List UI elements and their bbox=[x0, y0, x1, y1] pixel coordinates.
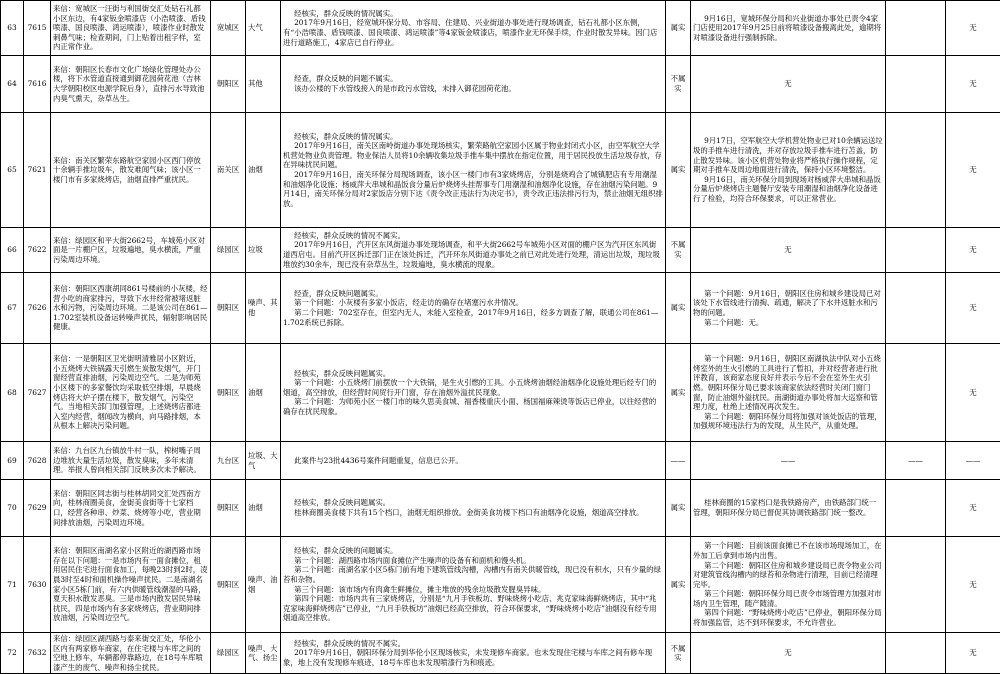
pollution-type-cell: 噪声、油烟 bbox=[246, 537, 281, 633]
pollution-type-cell: 噪声、其他 bbox=[246, 273, 281, 344]
verdict-cell: 属实 bbox=[666, 537, 691, 633]
result-cell-paragraph: 第二个问题：朝阳区住房和城乡建设局已责令物业公司对建筑管线沟槽内的绿苔和杂物进行清理，目前已经清理完毕。 bbox=[693, 561, 883, 590]
findings-cell-paragraph: 2017年9月16日，南关环保分局现场调查，该小区一楼门市有3家烧烤店，分别是烧鸡合了城镇肥店有专用潮湿和油烟净化设施；杨威萍大串城和晶饭食分量后炉烧烤头挂帮事专门用潮湿和油烟净化设施，存在油烟污染问题。9月14日，南关环保分局对2家饭店分别下达《责令改正违法行为决定书》，责令改正违法排污行为，禁止油烟无组织排放。 bbox=[283, 170, 663, 208]
complaint-cell: 来信：绿园区湖西路与泰来街交汇处，华伦小区内有两家修车商家，在住宅楼与车库之间的空地上修车，车辆都停靠路边，在18号车库喷漆产生的废气、噪声和扬尘扰民。 bbox=[51, 633, 211, 674]
district-cell: 朝阳区 bbox=[211, 273, 246, 344]
table-row bbox=[1, 228, 1000, 273]
complaint-cell: 来信：朝阳区南湖名家小区附近的湖西路市场存在以下问题：一是市场内有一面食摊位，租用居民住宅进行面食加工，每晚23时到2时，凌晨3时至4时和面机操作噪声扰民。二是南湖名家小区5栋门前，有六内供暖管线潮湿的马路，夏天积水散发恶臭。三是市场内散发居民异味扰民，四是市场内有多家烧烤店，营业期间排放油烟，污染周边空气。 bbox=[51, 537, 211, 633]
result-cell bbox=[691, 1, 886, 56]
table-row bbox=[1, 480, 1000, 537]
findings-cell bbox=[281, 1, 666, 56]
extra-cell-2: 无 bbox=[946, 480, 1000, 537]
pollution-type-cell: 垃圾 bbox=[246, 228, 281, 273]
table-row bbox=[1, 56, 1000, 113]
findings-cell-paragraph: 经核实，群众反映的问题属实。 bbox=[283, 546, 663, 556]
district-cell: 绿园区 bbox=[211, 633, 246, 674]
case-id-cell: 7622 bbox=[24, 228, 51, 273]
verdict-cell: 不属实 bbox=[666, 228, 691, 273]
result-cell-paragraph: 第四个问题：“野味烧烤小吃店”已停业，朝阳环保分局将加强监管，达不到环保要求，不允许营业。 bbox=[693, 608, 883, 627]
extra-cell-2: 无 bbox=[946, 344, 1000, 442]
table-row bbox=[1, 273, 1000, 344]
complaint-cell: 来信：宽城区一汪街与利国街交汇处钻石礼都小区东边，有4家钣金喷漆店（小浩喷漆、盾钱喷漆、国良喷漆、鸿运喷漆），喷漆作业时散发刺鼻气味；检查期间，门上贴着出租字样，室内正常作业。 bbox=[51, 1, 211, 56]
result-cell bbox=[691, 442, 886, 480]
case-id-cell: 7626 bbox=[24, 273, 51, 344]
findings-cell-paragraph: 经查，群众反映的问题不属实。 bbox=[283, 74, 663, 84]
seq-cell: 67 bbox=[1, 273, 24, 344]
findings-cell-paragraph: 经核实，群众反映的情况不属实。 bbox=[283, 639, 663, 649]
complaint-cell: 来信：绿园区和平大街2662号，车城苑小区对面是一片棚户区，垃圾遍地，臭水横流，严重污染周边环境。 bbox=[51, 228, 211, 273]
extra-cell-1: —— bbox=[886, 442, 946, 480]
case-id-cell: 7630 bbox=[24, 537, 51, 633]
case-id-cell: 7628 bbox=[24, 442, 51, 480]
findings-cell-paragraph: 经核实，群众反映问题属实。 bbox=[283, 498, 663, 508]
findings-cell bbox=[281, 537, 666, 633]
extra-cell-2: 无 bbox=[946, 113, 1000, 228]
result-cell bbox=[691, 113, 886, 228]
findings-cell-paragraph: 2017年9月16日，南关区南岭街道办事处现场核实，繁荣路航空家园小区属于物业封闭式小区，由空军航空大学机营处物业负责管理。物业保洁人员将10余辆收集垃圾手推车集中摆放在指定位置，用于居民投放生活垃圾存放，存在异味扰民问题。 bbox=[283, 141, 663, 170]
seq-cell: 72 bbox=[1, 633, 24, 674]
verdict-cell: 属实 bbox=[666, 273, 691, 344]
extra-cell-1 bbox=[886, 113, 946, 228]
findings-cell-paragraph: 经查，群众反映问题属实。 bbox=[283, 289, 663, 299]
result-cell-paragraph: 第三个问题：朝阳环保分局已责令市场管理方加强对市场内卫生管理，随产随清。 bbox=[693, 589, 883, 608]
case-id-cell: 7621 bbox=[24, 113, 51, 228]
findings-cell-paragraph: 第一个问题：小五烧烤门前摆放一个大铁锅，是生火引燃的工具。小五烧烤油烟经油烟净化设施处理后经专门的烟道，高空排放，但经营时间贸行开门窗，存在油烟外溢扰民现象。 bbox=[283, 378, 663, 397]
pollution-type-cell: 其他 bbox=[246, 56, 281, 113]
district-cell: 九台区 bbox=[211, 442, 246, 480]
complaint-cell: 来信：九台区九台镇放牛村一队，榨树嘴子周边堆放大量生活垃圾，散发臭味，多年未清理。举报人曾向相关部门反映多次未予解决。 bbox=[51, 442, 211, 480]
extra-cell-1 bbox=[886, 56, 946, 113]
result-cell-paragraph: 第二个问题：朝阳环保分局将加强对该处饭店的管理，加强规环境违法行为的发现，从生民产，从重处理。 bbox=[693, 412, 883, 431]
seq-cell: 68 bbox=[1, 344, 24, 442]
result-cell bbox=[691, 633, 886, 674]
findings-cell bbox=[281, 56, 666, 113]
findings-cell-paragraph: 第二个问题：南湖名家小区5栋门前有地下建筑管线沟槽，沟槽内有南关供暖管线，现已没有积水，只有少量的绿苔和杂物。 bbox=[283, 565, 663, 584]
verdict-cell: —— bbox=[666, 442, 691, 480]
findings-cell-paragraph: 经核实，群众反映问题属实。 bbox=[283, 369, 663, 379]
findings-cell-paragraph: 第一个问题：湖西路市场内面食摊位产生噪声的设备有和面机和馒头机。 bbox=[283, 556, 663, 566]
verdict-cell: 属实 bbox=[666, 1, 691, 56]
seq-cell: 69 bbox=[1, 442, 24, 480]
result-cell-paragraph: —— bbox=[693, 456, 883, 466]
findings-cell-paragraph: 此案件与23批4436号案件问题重复，信息已公开。 bbox=[283, 456, 663, 466]
case-id-cell: 7616 bbox=[24, 56, 51, 113]
seq-cell: 70 bbox=[1, 480, 24, 537]
result-cell-paragraph: 无 bbox=[693, 648, 883, 658]
result-cell-paragraph: 无 bbox=[693, 79, 883, 89]
extra-cell-1 bbox=[886, 537, 946, 633]
extra-cell-2: 无 bbox=[946, 633, 1000, 674]
findings-cell-paragraph: 2017年9月16日，朝阳环保分局到华伦小区现场核实，未发现修车商家。也未发现住宅楼与车库之间有修车现象，地上没有发现修车痕迹，18号车库也未发现喷漆行为和痕迹。 bbox=[283, 648, 663, 667]
extra-cell-2: —— bbox=[946, 442, 1000, 480]
extra-cell-1 bbox=[886, 228, 946, 273]
extra-cell-1 bbox=[886, 1, 946, 56]
findings-cell-paragraph: 桂林商圈美食楼下共有15个档口，油烟无组织排放。金街美食坊楼下档口有油烟净化设施，烟道高空排放。 bbox=[283, 508, 663, 518]
district-cell: 南关区 bbox=[211, 113, 246, 228]
extra-cell-2: 无 bbox=[946, 56, 1000, 113]
seq-cell: 66 bbox=[1, 228, 24, 273]
extra-cell-2: 无 bbox=[946, 537, 1000, 633]
extra-cell-2: 无 bbox=[946, 1, 1000, 56]
table-row bbox=[1, 1, 1000, 56]
result-cell bbox=[691, 56, 886, 113]
result-cell bbox=[691, 537, 886, 633]
pollution-type-cell: 噪声、大气、扬尘 bbox=[246, 633, 281, 674]
verdict-cell: 不属实 bbox=[666, 633, 691, 674]
district-cell: 朝阳区 bbox=[211, 56, 246, 113]
result-cell-paragraph: 无 bbox=[693, 245, 883, 255]
seq-cell: 71 bbox=[1, 537, 24, 633]
table-row bbox=[1, 113, 1000, 228]
findings-cell bbox=[281, 442, 666, 480]
pollution-type-cell: 大气 bbox=[246, 1, 281, 56]
findings-cell bbox=[281, 633, 666, 674]
result-cell bbox=[691, 344, 886, 442]
findings-cell-paragraph: 经核实，群众反映的情况不属实。 bbox=[283, 231, 663, 241]
findings-cell-paragraph: 2017年9月16日，经宽城环保分局、市容局、住建局、兴业街道办事处进行现场调查，钻石礼都小区东侧，有“小浩喷漆、盾钱喷漆、国良喷漆、鸿运喷漆”等4家钣金喷漆店，喷漆作业无环保手续，作业时散发异味。因门店进行道路施工，4家店已自行停业。 bbox=[283, 18, 663, 47]
complaint-cell: 来信：朝阳区西康胡同861号楼前的小灰楼，经营小吃的商家排污，导致下水井经常被堵返脏水和污物，污染周边环境。二是该公司在861—1.702室装机设备运转噪声扰民，辐射影响居民健康。 bbox=[51, 273, 211, 344]
pollution-type-cell: 油烟 bbox=[246, 344, 281, 442]
findings-cell bbox=[281, 480, 666, 537]
seq-cell: 65 bbox=[1, 113, 24, 228]
result-cell bbox=[691, 228, 886, 273]
extra-cell-1 bbox=[886, 273, 946, 344]
findings-cell-paragraph: 第四个问题：市场内共有三家烧烤店，分别是“九月手铁板坊、野味烧烤小吃店、兆克家味海鲜烧烤店，其中“兆克家味海鲜烧烤店”已停业，“九月手铁板坊”油烟已经高空排放，符合环保要求，“野味烧烤小吃店”油烟没有经专用烟道高空排放。 bbox=[283, 594, 663, 623]
complaint-cell: 来信：朝阳区长春市文化广场绿化管理处办公楼，将下水管道直接通到御花园荷花池（吉林大学朝阳校区电源学院后身），直排污水导致池内臭气熏天，杂草丛生。 bbox=[51, 56, 211, 113]
table-row bbox=[1, 344, 1000, 442]
result-cell bbox=[691, 480, 886, 537]
table-body bbox=[1, 1, 1000, 674]
findings-cell bbox=[281, 273, 666, 344]
result-cell-paragraph: 第一个问题：9月16日，朝阳区南湖执法中队对小五烧烤室外的生火引燃的工具进行了暂扣，并对经营者进行批评教育，该商家态度良好并表示今后不会在室外生火引燃。朝阳环保分局已要求该商家依法经营时关闭门窗门窗，防止油烟外溢扰民。南湖街道办事处将加大巡察和管理力度，杜绝上述情况再次发生。 bbox=[693, 354, 883, 412]
seq-cell: 64 bbox=[1, 56, 24, 113]
result-cell-paragraph: 9月17日，空军航空大学机营处物业已对10余辆运送垃圾的手推车进行清洗，并对存放垃圾手推车进行苫盖，防止散发异味。该小区机营处物业将严格执行操作规程，定期对手推车及周边地面进行清洗，保持小区环境整洁。 bbox=[693, 136, 883, 174]
pollution-type-cell: 油烟 bbox=[246, 480, 281, 537]
case-id-cell: 7615 bbox=[24, 1, 51, 56]
extra-cell-1 bbox=[886, 480, 946, 537]
findings-cell-paragraph: 经核实，群众反映的情况属实。 bbox=[283, 132, 663, 142]
complaint-cell: 来信：南关区繁荣东路航空家园小区西门停放十余辆手推垃圾车，散发难闻气味；该小区一楼门市有多家烧烤店，油烟直排严重扰民。 bbox=[51, 113, 211, 228]
extra-cell-1 bbox=[886, 344, 946, 442]
case-id-cell: 7629 bbox=[24, 480, 51, 537]
findings-cell-paragraph: 第一个问题：小灰楼有多家小饭店，经走访的确存在堵塞污水井情况。 bbox=[283, 298, 663, 308]
result-cell bbox=[691, 273, 886, 344]
pollution-type-cell: 垃圾、大气 bbox=[246, 442, 281, 480]
district-cell: 朝阳区 bbox=[211, 344, 246, 442]
complaint-cell: 来信：朝阳区同志街与桂林胡同交汇处西南方向，桂林商圈美食，金街美食街等十七家档口，经营各种串、炒菜、烧烤等小吃，营业期间排放油烟，污染周边环境。 bbox=[51, 480, 211, 537]
findings-cell-paragraph: 第二个问题：702室存在，但室内无人，未能入室检查，2017年9月16日，经多方调查了解，联通公司在861—1.702系统已拆除。 bbox=[283, 308, 663, 327]
findings-cell bbox=[281, 228, 666, 273]
result-cell-paragraph: 9月16日，南关环保分局到现场对杨威萍大串城和晶饭分量后炉烧烤店主题餐厅安装专用潮湿和油烟净化设备进行了检验，均符合环保要求，可以正常营业。 bbox=[693, 175, 883, 204]
district-cell: 绿园区 bbox=[211, 228, 246, 273]
result-cell-paragraph: 第二个问题：无。 bbox=[693, 318, 883, 328]
findings-cell-paragraph: 该办公楼的下水管线接入的是市政污水管线，未排入御花园荷花池。 bbox=[283, 84, 663, 94]
findings-cell-paragraph: 经核实，群众反映的情况属实。 bbox=[283, 9, 663, 19]
extra-cell-2: 无 bbox=[946, 228, 1000, 273]
verdict-cell: 属实 bbox=[666, 480, 691, 537]
verdict-cell: 属实 bbox=[666, 344, 691, 442]
result-cell-paragraph: 第一个问题：9月16日，朝阳区住房和城乡建设局已对该处下水管线进行清掏、疏通，解决了下水井返脏水和污物的问题。 bbox=[693, 289, 883, 318]
findings-cell bbox=[281, 344, 666, 442]
pollution-type-cell: 油烟 bbox=[246, 113, 281, 228]
complaint-cell: 来信：一是朝阳区卫光街明清雅居小区附近，小五烧烤大铁锅露天引燃生炭散发烟气，开门窗经营直排油烟，污染周边空气。二是为师苑小区楼下的多家餐饮均采取低空排烟，早晨烧烤店将大炉子摆在楼下，散发烟气，污染空气。当地相关部门加强管理，上述烧烤店都进入室内经营，烟闻改为横向，向马路排烟，本从根本上解决污染问题。 bbox=[51, 344, 211, 442]
table-row bbox=[1, 633, 1000, 674]
district-cell: 朝阳区 bbox=[211, 480, 246, 537]
verdict-cell: 不属实 bbox=[666, 56, 691, 113]
findings-cell bbox=[281, 113, 666, 228]
result-cell-paragraph: 9月16日，宽城环保分局和兴业街道办事处已责令4家门店使用2017年9月25日前将喷漆设备搬离此处，逾期将对喷漆设备进行强制拆除。 bbox=[693, 14, 883, 43]
result-cell-paragraph: 桂林商圈的15家档口是我铁路房产，由铁路部门统一管理，朝阳环保分局已督促其协调铁路部门统一整改。 bbox=[693, 498, 883, 517]
table-row bbox=[1, 442, 1000, 480]
case-id-cell: 7632 bbox=[24, 633, 51, 674]
case-id-cell: 7627 bbox=[24, 344, 51, 442]
table-row bbox=[1, 537, 1000, 633]
seq-cell: 63 bbox=[1, 1, 24, 56]
district-cell: 朝阳区 bbox=[211, 537, 246, 633]
findings-cell-paragraph: 第三个问题：该市场内有肉禽生鲜摊位，摊主堆放的残余垃圾散发腥臭异味。 bbox=[283, 585, 663, 595]
verdict-cell: 属实 bbox=[666, 113, 691, 228]
district-cell: 宽城区 bbox=[211, 1, 246, 56]
findings-cell-paragraph: 2017年9月16日，汽开区东风街道办事处现场调查，和平大街2662号车城苑小区对面的棚户区为汽开区东风街道西启屯。目前汽开区拆迁部门正在该处拆迁，汽开环东风街道办事处之前已对此处进行处理，清运出垃圾，现垃圾堆放约30余车，现已没有杂草丛生，垃圾遍地，臭水横流的现象。 bbox=[283, 240, 663, 269]
extra-cell-2: 无 bbox=[946, 273, 1000, 344]
findings-cell-paragraph: 第二个问题：为师苑小区一楼门市的味久思美食城、福香楼重庆小面、杨国福麻辣烫等饭店已停业，以往经营的确存在扰民现象。 bbox=[283, 397, 663, 416]
extra-cell-1 bbox=[886, 633, 946, 674]
result-cell-paragraph: 第一个问题：目前该面食摊已不在该市场现场加工，在外加工后拿到市场内出售。 bbox=[693, 541, 883, 560]
